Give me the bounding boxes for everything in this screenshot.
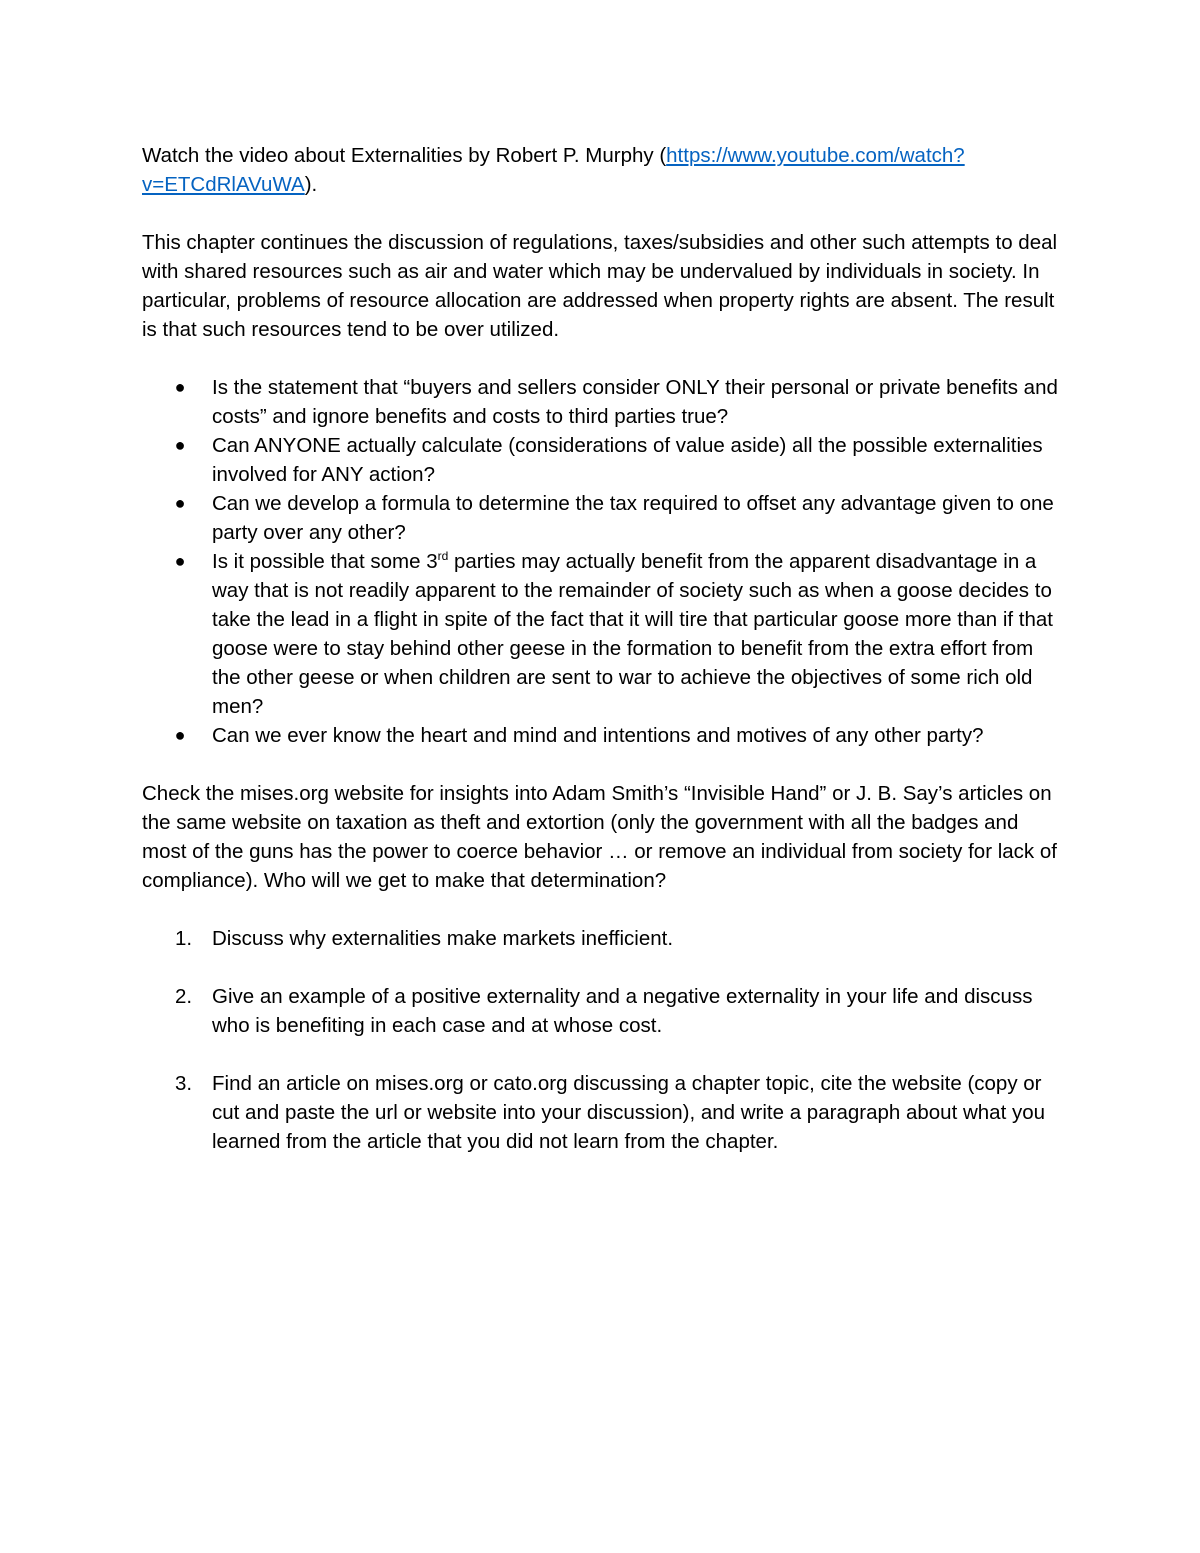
list-item [142,431,1062,489]
question-text: Give an example of a positive externality and a negative externality in your life and discuss who is benefiting in each case and at whose cost. [212,985,1033,1037]
question-number: 1. [175,927,193,950]
spacer [142,199,1062,228]
bullet-list [142,373,1062,750]
bullet-icon: ● [174,435,186,455]
question-number: 2. [175,985,193,1008]
list-item [142,373,1062,431]
question-list [142,924,1062,1156]
mises-paragraph: Check the mises.org website for insights into Adam Smith’s “Invisible Hand” or J. B. Say’s articles on the same website on taxation as theft and extortion (only the government with all the badges and most of the guns has the power to coerce behavior … or remove an individual from society for lack of compliance). Who will we get to make that determination? [142,782,1057,892]
spacer [142,895,1062,924]
intro-paragraph [142,141,1062,199]
list-item-text: Is the statement that “buyers and sellers consider ONLY their personal or private benefits and costs” and ignore benefits and costs to third parties true? [212,376,1058,428]
bullet-icon: ● [174,725,186,745]
question-item [142,1069,1062,1156]
spacer [142,344,1062,373]
question-text: Discuss why externalities make markets inefficient. [212,927,674,950]
youtube-link[interactable]: https://www.youtube.com/watch?v=ETCdRlAVuWA [142,144,965,196]
list-item-text: Is it possible that some 3 [212,550,438,573]
question-number: 3. [175,1072,193,1095]
list-item-text: Can ANYONE actually calculate (considerations of value aside) all the possible externalities involved for ANY action? [212,434,1043,486]
bullet-icon: ● [174,551,186,571]
list-item-text-cont: parties may actually benefit from the apparent disadvantage in a way that is not readily apparent to the remainder of society such as when a goose decides to take the lead in a flight in spite of the fact that it will tire that particular goose more than if that goose were to stay behind other geese in the formation to benefit from the extra effort from the other geese or when children are sent to war to achieve the objectives of some rich old men? [212,550,1053,718]
superscript: rd [437,549,449,564]
chapter-paragraph: This chapter continues the discussion of regulations, taxes/subsidies and other such attempts to deal with shared resources such as air and water which may be undervalued by individuals in society. In particular, problems of resource allocation are addressed when property rights are absent. The result is that such resources tend to be over utilized. [142,231,1058,341]
list-item-text: Can we develop a formula to determine the tax required to offset any advantage given to one party over any other? [212,492,1054,544]
spacer [142,750,1062,779]
question-text: Find an article on mises.org or cato.org discussing a chapter topic, cite the website (copy or cut and paste the url or website into your discussion), and write a paragraph about what you learned from the article that you did not learn from the chapter. [212,1072,1046,1153]
intro-text: Watch the video about Externalities by Robert P. Murphy ( [142,144,667,167]
list-item [142,547,1062,721]
bullet-icon: ● [174,377,186,397]
list-item [142,721,1062,750]
question-item [142,924,1062,953]
document-body [142,141,1062,1185]
question-item [142,982,1062,1040]
list-item-text: Can we ever know the heart and mind and intentions and motives of any other party? [212,724,984,747]
list-item [142,489,1062,547]
intro-text-end: ). [304,173,318,196]
bullet-icon: ● [174,493,186,513]
